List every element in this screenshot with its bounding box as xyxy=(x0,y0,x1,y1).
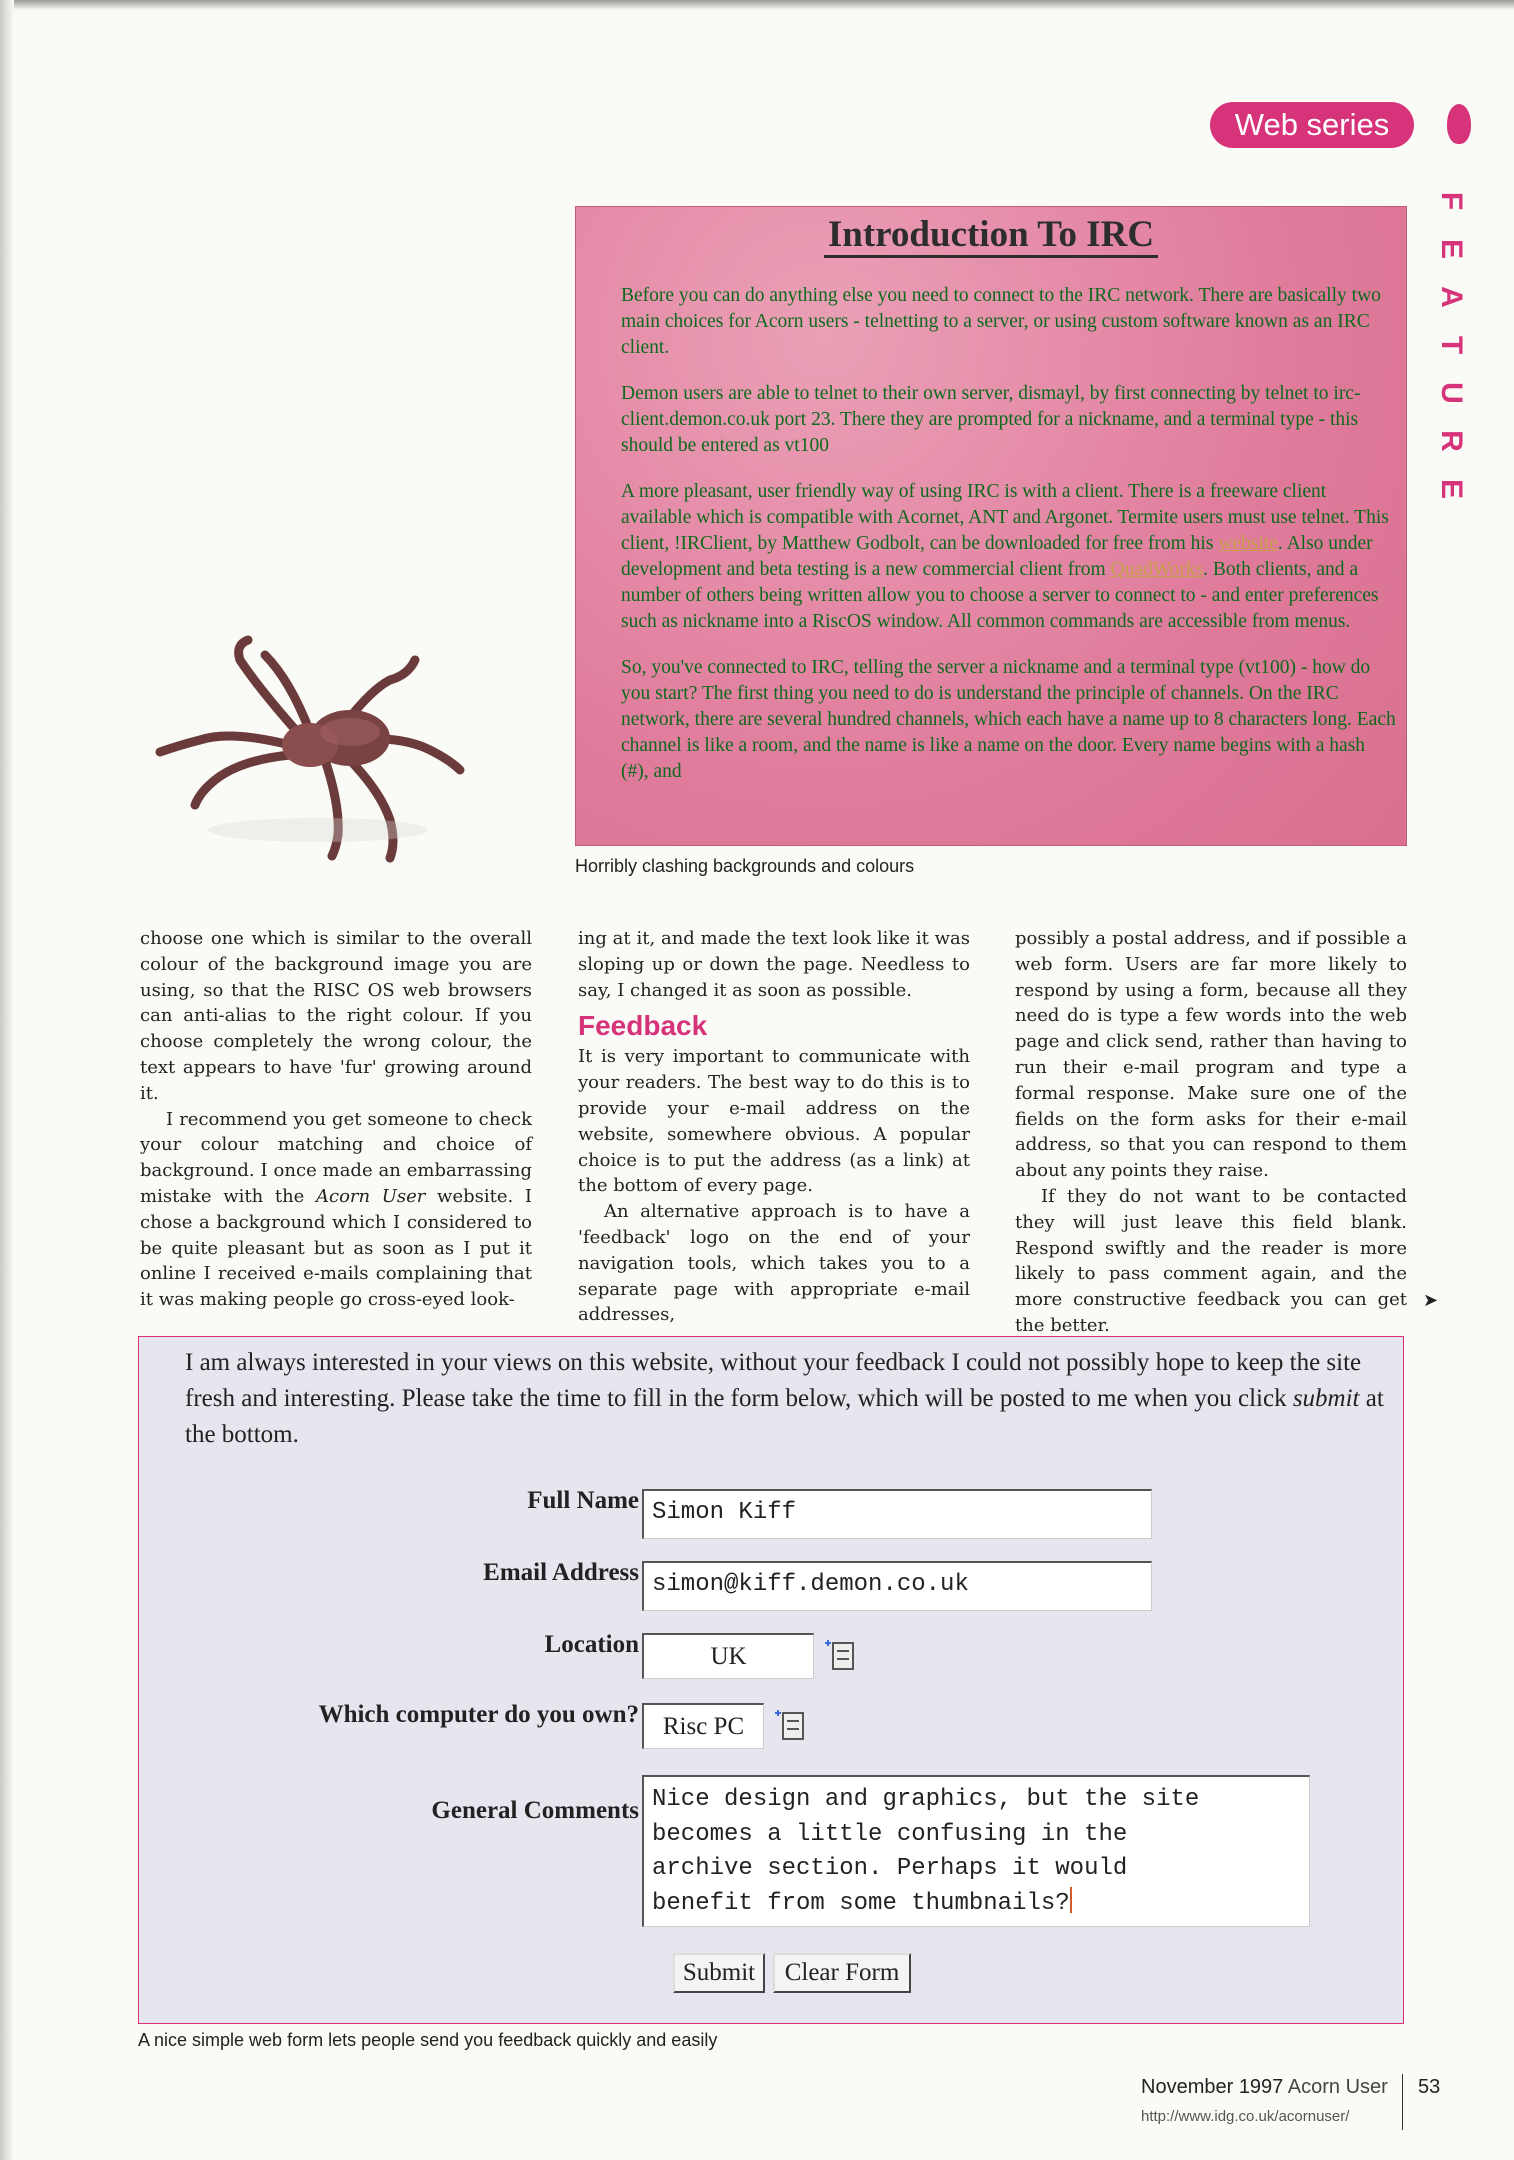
website-link[interactable]: website xyxy=(1218,533,1278,554)
series-tag: Web series xyxy=(1210,102,1414,148)
computer-label: Which computer do you own? xyxy=(318,1701,639,1728)
article-paragraph: choose one which is similar to the overall colour of the background image you are using, so that the RISC OS web browsers can anti-alias to the right colour. If you choose completely the wrong colour, the text appears to have 'fur' growing around it. xyxy=(140,928,532,1104)
location-label: Location xyxy=(544,1631,639,1658)
irc-screenshot xyxy=(575,206,1407,846)
screenshot-caption: Horribly clashing backgrounds and colours xyxy=(575,856,915,876)
quadworks-link[interactable]: QuadWorks xyxy=(1110,559,1204,580)
irc-paragraph: Demon users are able to telnet to their own server, dismayl, by first connecting by telnet to irc-client.demon.co.uk port 23. There they are prompted for a nickname, and a terminal type - this should be entered as vt100 xyxy=(621,383,1361,456)
article-column-1 xyxy=(140,926,532,1313)
feature-section-label xyxy=(1436,184,1466,506)
irc-paragraph: Before you can do anything else you need to connect to the IRC network. There are basically two main choices for Acorn users - telnetting to a server, or using custom software known as an IRC client. xyxy=(621,285,1381,358)
irc-paragraph: So, you've connected to IRC, telling the server a nickname and a terminal type (vt100) - how do you start? The first thing you need to do is understand the principle of channels. On the IRC network, there are several hundred channels, which each have a name up to 8 characters long. Each channel is like a room, and the name is like a name on the door. Every name begins with a hash (#), and xyxy=(621,657,1396,782)
page-top-shadow xyxy=(0,0,1514,10)
form-caption: A nice simple web form lets people send you feedback quickly and easily xyxy=(138,2030,718,2050)
series-dot-icon xyxy=(1447,104,1471,144)
tarantula-illustration xyxy=(140,620,490,870)
feature-letter: A xyxy=(1434,286,1468,308)
feature-letter: E xyxy=(1434,238,1468,260)
article-paragraph: It is very important to communicate with your readers. The best way to do this is to provide your e-mail address on the website, somewhere obvious. A popular choice is to put the address (as a link) at the bottom of every page. xyxy=(578,1046,970,1197)
clear-form-button[interactable]: Clear Form xyxy=(773,1953,911,1993)
article-paragraph: I recommend you get someone to check your colour matching and choice of background. I once made an embarrassing mistake with the Acorn User website. I chose a background which I considered to be quite pleasant but as soon as I put it online I received e-mails complaining that it was making people go cross-eyed look- xyxy=(140,1108,532,1311)
computer-select[interactable]: Risc PC xyxy=(642,1703,764,1749)
comments-textarea[interactable]: Nice design and graphics, but the site becomes a little confusing in the archive section. Perhaps it would benefit from some thumbnails? xyxy=(642,1775,1310,1927)
article-column-2 xyxy=(578,926,970,1328)
article-paragraph: possibly a postal address, and if possible a web form. Users are far more likely to respond by using a form, because all they need do is type a few words into the web page and click send, rather than having to run their e-mail program and type a formal response. Make sure one of the fields on the form asks for their e-mail address, so that you can respond to them about any points they raise. xyxy=(1015,928,1407,1182)
form-intro: I am always interested in your views on this website, without your feedback I could not possibly hope to keep the site fresh and interesting. Please take the time to fill in the form below, which will be posted to me when you click submit at the bottom. xyxy=(185,1349,1384,1448)
page-spine-shadow xyxy=(0,0,14,2160)
irc-paragraph: A more pleasant, user friendly way of using IRC is with a client. There is a freeware client available which is compatible with Acornet, ANT and Argonet. Termite users must use telnet. This client, !IRClient, by Matthew Godbolt, can be downloaded for free from his website. Also under development and beta testing is a new commercial client from QuadWorks. Both clients, and a number of others being written allow you to choose a server to connect to - and enter preferences such as nickname into a RiscOS window. All common commands are accessible from menus. xyxy=(621,481,1389,632)
location-menu-icon[interactable] xyxy=(823,1637,855,1671)
article-paragraph: ing at it, and made the text look like it was sloping up or down the page. Needless to say, I changed it as soon as possible. xyxy=(578,928,970,1001)
feature-letter: U xyxy=(1434,382,1468,404)
comments-label: General Comments xyxy=(431,1797,639,1824)
feedback-form xyxy=(138,1336,1404,2024)
article-column-3 xyxy=(1015,926,1407,1339)
submit-button[interactable]: Submit xyxy=(673,1953,765,1993)
email-input[interactable]: simon@kiff.demon.co.uk xyxy=(642,1561,1152,1611)
section-heading: Feedback xyxy=(578,1010,708,1042)
folio: November 1997 Acorn User xyxy=(1141,2076,1388,2098)
full-name-label: Full Name xyxy=(527,1487,639,1514)
feature-letter: T xyxy=(1434,335,1468,355)
text-caret xyxy=(1070,1887,1072,1913)
folio-url: http://www.idg.co.uk/acornuser/ xyxy=(1141,2108,1350,2125)
feature-letter: R xyxy=(1434,430,1468,452)
location-select[interactable]: UK xyxy=(642,1633,814,1679)
article-paragraph: If they do not want to be contacted they will just leave this field blank. Respond swiftly and the reader is more likely to pass comment again, and the more constructive feedback you can get the better. xyxy=(1015,1185,1407,1336)
feature-letter: E xyxy=(1434,478,1468,500)
email-label: Email Address xyxy=(483,1559,639,1586)
irc-title: Introduction To IRC xyxy=(576,207,1406,256)
folio-divider xyxy=(1402,2074,1403,2130)
article-paragraph: An alternative approach is to have a 'feedback' logo on the end of your navigation tools, which takes you to a separate page with appropriate e-mail addresses, xyxy=(578,1201,970,1326)
feature-letter: F xyxy=(1434,191,1468,211)
page-number: 53 xyxy=(1418,2076,1441,2098)
continue-arrow-icon: ➤ xyxy=(1423,1290,1439,1311)
computer-menu-icon[interactable] xyxy=(773,1707,805,1741)
full-name-input[interactable]: Simon Kiff xyxy=(642,1489,1152,1539)
